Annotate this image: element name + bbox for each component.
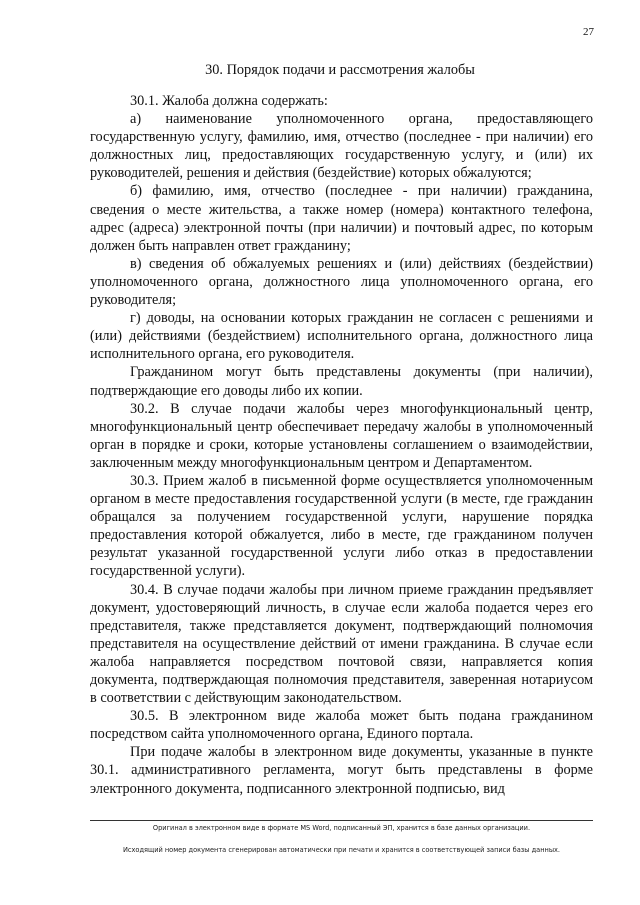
footer-divider [90, 820, 593, 821]
section-heading: 30. Порядок подачи и рассмотрения жалобы [205, 62, 475, 78]
paragraph: г) доводы, на основании которых гражданин не согласен с решениями и (или) действиями (бездействием) исполнительного органа, должностного лица исполнительного органа, его руководителя. [90, 310, 593, 363]
paragraph: 30.1. Жалоба должна содержать: [130, 93, 328, 109]
paragraph: б) фамилию, имя, отчество (последнее - при наличии) гражданина, сведения о месте жительства, а также номер (номера) контактного телефона, адрес (адреса) электронной почты (при наличии) и почтовый адрес, по которым должен быть направлен ответ гражданину; [90, 183, 593, 254]
paragraph: 30.2. В случае подачи жалобы через многофункциональный центр, многофункциональный центр обеспечивает передачу жалобы в уполномоченный орган в порядке и сроки, которые установлены соглашением о взаимодействии, заключенным между многофункциональным центром и Департаментом. [90, 400, 593, 471]
document-body [90, 92, 593, 798]
paragraph: 30.3. Прием жалоб в письменной форме осуществляется уполномоченным органом в месте предоставления государственной услуги (в месте, где гражданин обращался за получением государственной услуги, нарушение порядка предоставления которой обжалуется, либо в месте, где гражданином получен результат указанной государственной услуги либо отказ в предоставлении государственной услуги). [90, 472, 593, 580]
paragraph: а) наименование уполномоченного органа, предоставляющего государственную услугу, фамилию, имя, отчество (последнее - при наличии) его должностных лиц, предоставляющих государственную услугу, и (или) их руководителей, решения и действия (бездействие) которых обжалуются; [90, 111, 593, 182]
page-number: 27 [583, 26, 594, 38]
paragraph: 30.4. В случае подачи жалобы при личном приеме гражданин предъявляет документ, удостоверяющий личность, в случае если жалоба подается через его представителя, также представляется документ, подтверждающий полномочия представителя на осуществление действий от имени гражданина. В случае если жалоба направляется посредством почтовой связи, направляется копия документа, подтверждающая полномочия представителя, заверенная нотариусом в соответствии с действующим законодательством. [90, 581, 593, 707]
paragraph: При подаче жалобы в электронном виде документы, указанные в пункте 30.1. административного регламента, могут быть представлены в форме электронного документа, подписанного электронной подписью, вид [90, 744, 593, 797]
footer-note-original: Оригинал в электронном виде в формате MS Word, подписанный ЭП, хранится в базе данных организации. [152, 824, 531, 832]
paragraph: в) сведения об обжалуемых решениях и (или) действиях (бездействии) уполномоченного органа, должностного лица уполномоченного органа, его руководителя; [90, 255, 593, 309]
paragraph: Гражданином могут быть представлены документы (при наличии), подтверждающие его доводы либо их копии. [90, 364, 593, 399]
paragraph: 30.5. В электронном виде жалоба может быть подана гражданином посредством сайта уполномоченного органа, Единого портала. [90, 708, 593, 743]
footer-note-outgoing-number: Исходящий номер документа сгенерирован автоматически при печати и хранится в соответствующей записи базы данных. [122, 846, 561, 854]
